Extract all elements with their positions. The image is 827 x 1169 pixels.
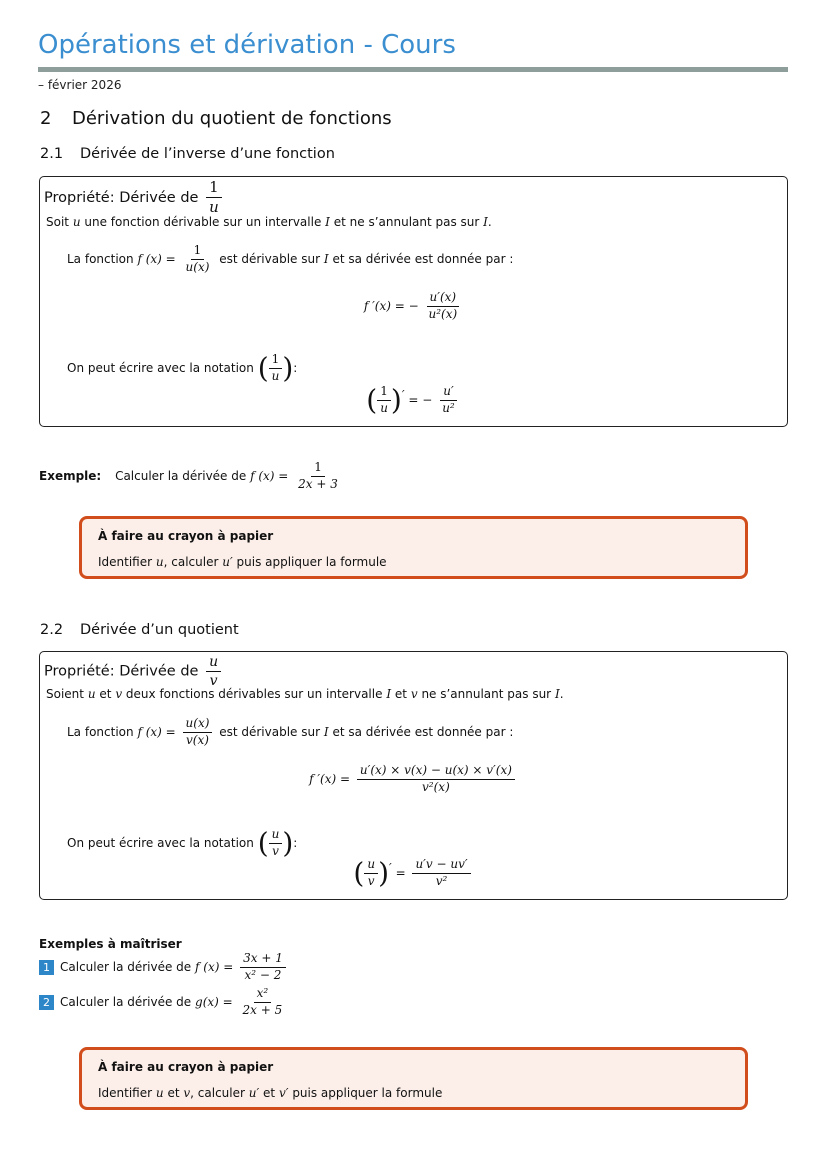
example-label: Exemple: (39, 468, 102, 483)
derivative-formula: f ′(x) = − $\frac{u'(x)}{\text{u²(x)}}$ (363, 290, 458, 321)
property-statement: La fonction f (x) = $\frac{u(x)}{v(x)}$ est dérivable sur I et sa dérivée est donnée par : (67, 716, 514, 747)
property-title-fraction (206, 179, 222, 217)
fraction-numerator: 1 (206, 179, 222, 198)
property-intro: Soit u une fonction dérivable sur un intervalle I et ne s’annulant pas sur I. (46, 215, 492, 229)
pencil-alert-box (79, 1047, 748, 1110)
subsection-title: Dérivée de l’inverse d’une fonction (80, 146, 335, 162)
statement-fraction: $\frac{1}{u(x)}$ (185, 243, 210, 274)
property-title (44, 654, 224, 689)
alert-title: À faire au crayon à papier (98, 529, 274, 543)
section-number: 2 (40, 108, 52, 129)
example-line: Exemple: Calculer la dérivée de f (x) = $\frac{1}{2x + 3}$ (39, 460, 338, 491)
property-title-text: Propriété: Dérivée de (44, 663, 199, 680)
title-rule (38, 67, 788, 72)
alert-text: Identifier u et v, calculer u′ et v′ puis appliquer la formule (98, 1086, 443, 1100)
subsection-heading-2-1 (40, 146, 335, 162)
example-item-2: 2 Calculer la dérivée de g(x) = $\frac{\text{x²}}{2x + 5}$ (39, 987, 288, 1018)
subsection-title: Dérivée d’un quotient (80, 622, 239, 638)
property-box-quotient (39, 651, 788, 900)
alert-text: Identifier u, calculer u′ puis appliquer la formule (98, 555, 387, 569)
notation-line: On peut écrire avec la notation ( $\frac{1}{u}$ ): (67, 351, 298, 385)
subsection-number: 2.2 (40, 622, 64, 638)
compact-formula: ( $\frac{1}{u}$ )′ = − $\frac{u'}{\text{u²}}$ (366, 383, 455, 417)
page-title: Opérations et dérivation - Cours (38, 30, 456, 60)
subsection-heading-2-2 (40, 622, 239, 638)
notation-line: On peut écrire avec la notation ( $\frac{u}{v}$ ): (67, 826, 298, 860)
item-number-badge: 2 (39, 995, 54, 1010)
property-title-fraction (206, 654, 221, 689)
examples-label: Exemples à maîtriser (39, 937, 182, 951)
derivative-formula: f ′(x) = $\frac{u'(x) \times v(x) - u(x) \times v'(x)}{\text{v²(x)}}$ (40, 764, 787, 795)
fraction-numerator: u (206, 654, 221, 672)
property-title-text: Propriété: Dérivée de (44, 189, 199, 206)
fraction-denominator: v (209, 673, 218, 690)
fraction-denominator: u (209, 198, 219, 217)
alert-title: À faire au crayon à papier (98, 1060, 274, 1074)
property-box-inverse (39, 176, 788, 427)
pencil-alert-box (79, 516, 748, 579)
section-title: Dérivation du quotient de fonctions (72, 108, 392, 129)
page-date: – février 2026 (38, 78, 122, 92)
section-heading (40, 108, 392, 129)
property-intro: Soient u et v deux fonctions dérivables sur un intervalle I et v ne s’annulant pas sur I. (46, 687, 564, 701)
property-title (44, 179, 225, 217)
item-number-badge: 1 (39, 960, 54, 975)
property-statement: La fonction f (x) = $\frac{1}{u(x)}$ est dérivable sur I et sa dérivée est donnée par : (67, 243, 514, 274)
subsection-number: 2.1 (40, 146, 64, 162)
compact-formula: ( $\frac{u}{v}$ )′ = $\frac{u'v - uv'}{\text{v²}}$ (40, 858, 787, 889)
example-item-1: 1 Calculer la dérivée de f (x) = $\frac{3x + 1}{\text{x² − 2}}$ (39, 952, 289, 983)
